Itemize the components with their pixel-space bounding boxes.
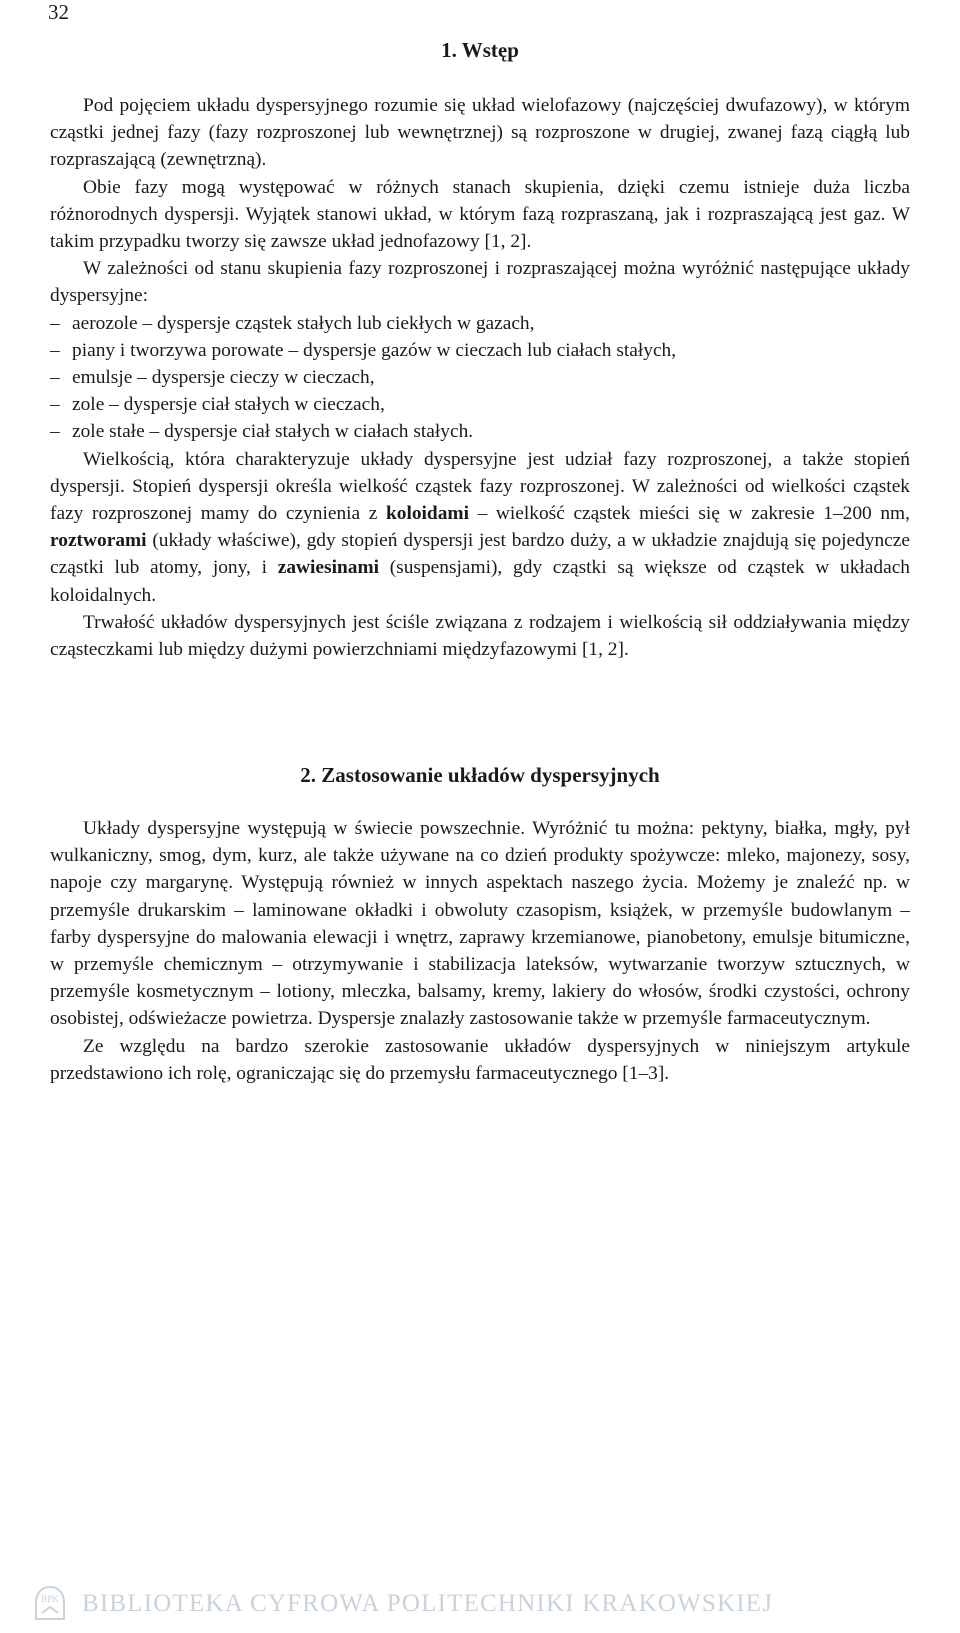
bpk-logo-icon [30,1583,70,1623]
paragraph [50,446,910,609]
logo-text: BPK [41,1594,59,1604]
list-item: – emulsje – dyspersje cieczy w cieczach, [50,364,910,391]
library-watermark [30,1583,930,1623]
term-roztwory: roztworami [50,530,147,552]
section-1-title: 1. Wstęp [441,38,519,62]
list-item: – zole stałe – dyspersje ciał stałych w ciałach stałych. [50,418,910,445]
list-item: – aerozole – dyspersje cząstek stałych lub ciekłych w gazach, [50,310,910,337]
list-item: – piany i tworzywa porowate – dyspersje gazów w cieczach lub ciałach stałych, [50,337,910,364]
text-run: (układy właściwe), gdy stopień dyspersji jest bardzo duży, a w układzie znajdują się pojedyncze cząstki lub atomy, jony, i [50,530,910,579]
text-run: Wielkością, która charakteryzuje układy dyspersyjne jest udział fazy rozproszonej, a także stopień dyspersji. Stopień dyspersji określa wielkość cząstek fazy rozproszonej. W zależności od wielkości cząstek fazy rozproszonej mamy do czynienia z [50,448,910,525]
term-koloidy: koloidami [385,503,469,525]
page-number: 32 [48,0,69,24]
watermark-text: BIBLIOTEKA CYFROWA POLITECHNIKI KRAKOWSKIEJ [82,1590,774,1617]
paragraph: Układy dyspersyjne występują w świecie powszechnie. Wyróżnić tu można: pektyny, białka, mgły, pył wulkaniczny, smog, dym, kurz, ale także używane na co dzień produkty spożywcze: mleko, majonezy, sosy, napoje czy margarynę. Występują również w innych aspektach naszego życia. Możemy je znaleźć np. w przemyśle drukarskim – laminowane okładki i obwoluty czasopism, książek, w przemyśle budowlanym – farby dyspersyjne do malowania elewacji i wnętrz, zaprawy krzemianowe, pianobetony, emulsje bitumiczne, w przemyśle chemicznym – otrzymywanie i stabilizacja lateksów, wytwarzanie tworzyw sztucznych, w przemyśle kosmetycznym – lotiony, mleczka, balsamy, kremy, lakiery do włosów, środki czystości, ochrony osobistej, odświeżacze powietrza. Dyspersje znalazły zastosowanie także w przemyśle farmaceutycznym. [50,818,910,1030]
text-run: – wielkość cząstek mieści się w zakresie 1–200 nm, [468,503,910,525]
paragraph: Pod pojęciem układu dyspersyjnego rozumie się układ wielofazowy (najczęściej dwufazowy), w którym cząstki jednej fazy (fazy rozproszonej lub wewnętrznej) są rozproszone w drugiej, zwanej fazą ciągłą lub rozpraszającą (zewnętrzną). [50,95,910,171]
paragraph: Obie fazy mogą występować w różnych stanach skupienia, dzięki czemu istnieje duża liczba różnorodnych dyspersji. Wyjątek stanowi układ, w którym fazą rozpraszaną, jak i rozpraszającą jest gaz. W takim przypadku tworzy się zawsze układ jednofazowy [1, 2]. [50,176,910,253]
paragraph: Trwałość układów dyspersyjnych jest ściśle związana z rodzajem i wielkością sił oddziaływania między cząsteczkami lub między dużymi powierzchniami międzyfazowymi [1, 2]. [50,611,910,661]
list-item: – zole – dyspersje ciał stałych w cieczach, [50,391,910,418]
term-zawiesiny: zawiesinami [277,557,379,579]
paragraph: Ze względu na bardzo szerokie zastosowanie układów dyspersyjnych w niniejszym artykule przedstawiono ich rolę, ograniczając się do przemysłu farmaceutycznego [1–3]. [50,1035,910,1084]
paragraph: W zależności od stanu skupienia fazy rozproszonej i rozpraszającej można wyróżnić następujące układy dyspersyjne: [50,258,910,307]
section-2-body [50,815,910,1087]
section-1-body [50,92,910,663]
text-run: (suspensjami), gdy cząstki są większe od cząstek w układach koloidalnych. [50,557,911,606]
section-2-title: 2. Zastosowanie układów dyspersyjnych [300,763,660,787]
dispersion-types-list [50,310,910,446]
